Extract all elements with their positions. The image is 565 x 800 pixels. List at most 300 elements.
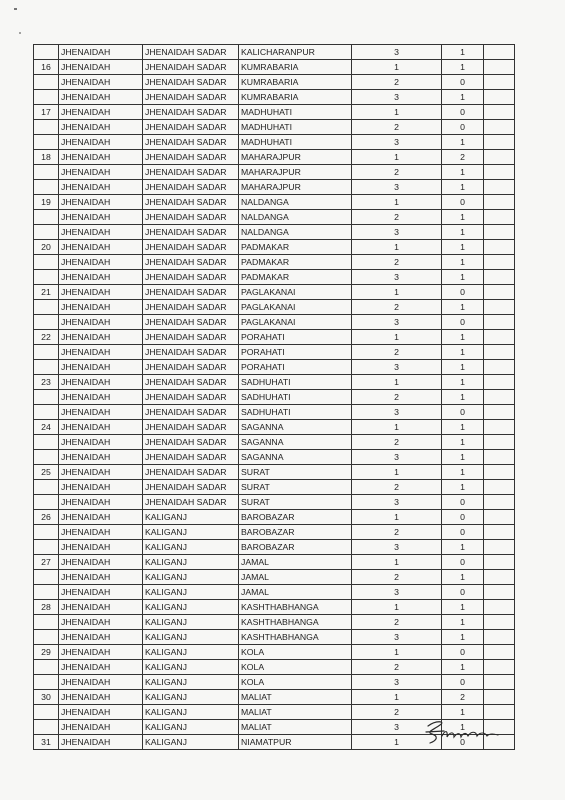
serial-number-cell (34, 180, 59, 195)
district-cell: JHENAIDAH (59, 315, 143, 330)
table-row (34, 105, 515, 120)
upazila-cell: KALIGANJ (143, 540, 239, 555)
upazila-cell: KALIGANJ (143, 570, 239, 585)
union-cell: PORAHATI (239, 345, 352, 360)
union-cell: MALIAT (239, 705, 352, 720)
table-row (34, 375, 515, 390)
remark-cell (484, 675, 515, 690)
table-row (34, 570, 515, 585)
district-cell: JHENAIDAH (59, 405, 143, 420)
table-row (34, 495, 515, 510)
district-cell: JHENAIDAH (59, 285, 143, 300)
serial-number-cell: 26 (34, 510, 59, 525)
ward-cell: 2 (352, 75, 442, 90)
remark-cell (484, 225, 515, 240)
district-cell: JHENAIDAH (59, 615, 143, 630)
remark-cell (484, 660, 515, 675)
table-row (34, 330, 515, 345)
upazila-cell: JHENAIDAH SADAR (143, 270, 239, 285)
remark-cell (484, 255, 515, 270)
ward-cell: 3 (352, 585, 442, 600)
value-cell: 0 (442, 105, 484, 120)
table-body (34, 45, 515, 750)
remark-cell (484, 240, 515, 255)
upazila-cell: JHENAIDAH SADAR (143, 45, 239, 60)
upazila-cell: KALIGANJ (143, 615, 239, 630)
upazila-cell: JHENAIDAH SADAR (143, 195, 239, 210)
table-row (34, 615, 515, 630)
serial-number-cell: 27 (34, 555, 59, 570)
ward-cell: 1 (352, 375, 442, 390)
district-cell: JHENAIDAH (59, 570, 143, 585)
union-cell: PADMAKAR (239, 240, 352, 255)
union-cell: MALIAT (239, 690, 352, 705)
ward-cell: 3 (352, 45, 442, 60)
union-cell: SURAT (239, 465, 352, 480)
ward-cell: 1 (352, 240, 442, 255)
district-cell: JHENAIDAH (59, 630, 143, 645)
union-cell: PADMAKAR (239, 270, 352, 285)
value-cell: 1 (442, 600, 484, 615)
union-cell: NALDANGA (239, 195, 352, 210)
union-cell: SURAT (239, 495, 352, 510)
remark-cell (484, 105, 515, 120)
union-cell: KOLA (239, 675, 352, 690)
table-row (34, 585, 515, 600)
union-cell: KASHTHABHANGA (239, 600, 352, 615)
union-cell: KUMRABARIA (239, 75, 352, 90)
table-row (34, 540, 515, 555)
value-cell: 0 (442, 495, 484, 510)
union-cell: BAROBAZAR (239, 510, 352, 525)
ward-cell: 2 (352, 705, 442, 720)
table-row (34, 165, 515, 180)
table-row (34, 600, 515, 615)
upazila-cell: JHENAIDAH SADAR (143, 150, 239, 165)
value-cell: 0 (442, 645, 484, 660)
serial-number-cell (34, 300, 59, 315)
remark-cell (484, 315, 515, 330)
upazila-cell: JHENAIDAH SADAR (143, 135, 239, 150)
value-cell: 1 (442, 300, 484, 315)
ward-cell: 3 (352, 495, 442, 510)
table-row (34, 255, 515, 270)
district-cell: JHENAIDAH (59, 90, 143, 105)
serial-number-cell: 31 (34, 735, 59, 750)
value-cell: 0 (442, 315, 484, 330)
ward-cell: 2 (352, 390, 442, 405)
remark-cell (484, 540, 515, 555)
upazila-cell: KALIGANJ (143, 690, 239, 705)
union-cell: KOLA (239, 645, 352, 660)
serial-number-cell (34, 435, 59, 450)
district-cell: JHENAIDAH (59, 495, 143, 510)
upazila-cell: KALIGANJ (143, 720, 239, 735)
remark-cell (484, 150, 515, 165)
district-cell: JHENAIDAH (59, 210, 143, 225)
ward-cell: 2 (352, 210, 442, 225)
union-cell: BAROBAZAR (239, 540, 352, 555)
remark-cell (484, 90, 515, 105)
union-cell: PADMAKAR (239, 255, 352, 270)
value-cell: 1 (442, 45, 484, 60)
remark-cell (484, 525, 515, 540)
serial-number-cell (34, 210, 59, 225)
serial-number-cell (34, 165, 59, 180)
serial-number-cell (34, 360, 59, 375)
ward-cell: 2 (352, 480, 442, 495)
value-cell: 1 (442, 720, 484, 735)
ward-cell: 3 (352, 450, 442, 465)
signature (420, 716, 502, 748)
value-cell: 0 (442, 675, 484, 690)
upazila-cell: JHENAIDAH SADAR (143, 165, 239, 180)
serial-number-cell: 28 (34, 600, 59, 615)
ward-cell: 3 (352, 540, 442, 555)
upazila-cell: KALIGANJ (143, 525, 239, 540)
upazila-cell: KALIGANJ (143, 645, 239, 660)
union-cell: MALIAT (239, 720, 352, 735)
district-cell: JHENAIDAH (59, 75, 143, 90)
table-row (34, 525, 515, 540)
remark-cell (484, 690, 515, 705)
ward-cell: 3 (352, 675, 442, 690)
table-row (34, 195, 515, 210)
ward-cell: 1 (352, 690, 442, 705)
remark-cell (484, 75, 515, 90)
district-cell: JHENAIDAH (59, 240, 143, 255)
union-cell: PORAHATI (239, 360, 352, 375)
ward-cell: 2 (352, 345, 442, 360)
table-row (34, 555, 515, 570)
value-cell: 1 (442, 480, 484, 495)
district-cell: JHENAIDAH (59, 300, 143, 315)
union-cell: MAHARAJPUR (239, 180, 352, 195)
table-row (34, 315, 515, 330)
union-cell: PAGLAKANAI (239, 300, 352, 315)
ward-cell: 3 (352, 315, 442, 330)
serial-number-cell (34, 495, 59, 510)
table-row (34, 300, 515, 315)
remark-cell (484, 60, 515, 75)
union-cell: MADHUHATI (239, 105, 352, 120)
union-cell: SADHUHATI (239, 405, 352, 420)
upazila-cell: JHENAIDAH SADAR (143, 390, 239, 405)
serial-number-cell: 19 (34, 195, 59, 210)
value-cell: 0 (442, 735, 484, 750)
value-cell: 0 (442, 525, 484, 540)
union-cell: KASHTHABHANGA (239, 630, 352, 645)
remark-cell (484, 345, 515, 360)
ward-cell: 2 (352, 570, 442, 585)
remark-cell (484, 135, 515, 150)
ward-cell: 2 (352, 615, 442, 630)
ward-cell: 2 (352, 300, 442, 315)
district-cell: JHENAIDAH (59, 705, 143, 720)
remark-cell (484, 555, 515, 570)
district-cell: JHENAIDAH (59, 165, 143, 180)
serial-number-cell (34, 480, 59, 495)
remark-cell (484, 615, 515, 630)
value-cell: 1 (442, 330, 484, 345)
table-row (34, 180, 515, 195)
value-cell: 1 (442, 360, 484, 375)
union-cell: SADHUHATI (239, 390, 352, 405)
value-cell: 2 (442, 690, 484, 705)
district-cell: JHENAIDAH (59, 735, 143, 750)
serial-number-cell: 16 (34, 60, 59, 75)
district-cell: JHENAIDAH (59, 195, 143, 210)
table-row (34, 510, 515, 525)
serial-number-cell (34, 345, 59, 360)
serial-number-cell (34, 135, 59, 150)
value-cell: 1 (442, 570, 484, 585)
district-cell: JHENAIDAH (59, 510, 143, 525)
remark-cell (484, 510, 515, 525)
serial-number-cell (34, 450, 59, 465)
union-cell: KOLA (239, 660, 352, 675)
remark-cell (484, 270, 515, 285)
ward-cell: 1 (352, 285, 442, 300)
table-row (34, 45, 515, 60)
ward-cell: 3 (352, 225, 442, 240)
district-cell: JHENAIDAH (59, 360, 143, 375)
table-row (34, 75, 515, 90)
value-cell: 1 (442, 390, 484, 405)
serial-number-cell (34, 570, 59, 585)
ward-cell: 1 (352, 645, 442, 660)
district-cell: JHENAIDAH (59, 435, 143, 450)
union-cell: KASHTHABHANGA (239, 615, 352, 630)
ward-cell: 2 (352, 255, 442, 270)
union-cell: PAGLAKANAI (239, 315, 352, 330)
remark-cell (484, 480, 515, 495)
union-cell: MADHUHATI (239, 120, 352, 135)
table-row (34, 90, 515, 105)
union-cell: JAMAL (239, 570, 352, 585)
upazila-cell: JHENAIDAH SADAR (143, 105, 239, 120)
serial-number-cell (34, 90, 59, 105)
scan-speck (19, 32, 21, 34)
upazila-cell: KALIGANJ (143, 555, 239, 570)
remark-cell (484, 600, 515, 615)
table-row (34, 270, 515, 285)
upazila-cell: JHENAIDAH SADAR (143, 420, 239, 435)
union-cell: NALDANGA (239, 225, 352, 240)
remark-cell (484, 450, 515, 465)
upazila-cell: KALIGANJ (143, 705, 239, 720)
remark-cell (484, 120, 515, 135)
upazila-cell: JHENAIDAH SADAR (143, 360, 239, 375)
ward-cell: 3 (352, 270, 442, 285)
remark-cell (484, 375, 515, 390)
ward-cell: 3 (352, 720, 442, 735)
serial-number-cell (34, 540, 59, 555)
table-row (34, 450, 515, 465)
district-cell: JHENAIDAH (59, 120, 143, 135)
table-row (34, 285, 515, 300)
district-cell: JHENAIDAH (59, 60, 143, 75)
serial-number-cell: 18 (34, 150, 59, 165)
serial-number-cell (34, 225, 59, 240)
upazila-cell: JHENAIDAH SADAR (143, 285, 239, 300)
value-cell: 1 (442, 210, 484, 225)
table-row (34, 135, 515, 150)
scan-speck (14, 8, 17, 10)
remark-cell (484, 645, 515, 660)
table-row (34, 240, 515, 255)
remark-cell (484, 45, 515, 60)
ward-cell: 1 (352, 510, 442, 525)
union-cell: SURAT (239, 480, 352, 495)
value-cell: 1 (442, 345, 484, 360)
upazila-cell: JHENAIDAH SADAR (143, 435, 239, 450)
table-row (34, 645, 515, 660)
value-cell: 1 (442, 270, 484, 285)
value-cell: 1 (442, 615, 484, 630)
value-cell: 1 (442, 180, 484, 195)
remark-cell (484, 405, 515, 420)
value-cell: 1 (442, 705, 484, 720)
serial-number-cell (34, 585, 59, 600)
remark-cell (484, 390, 515, 405)
serial-number-cell (34, 675, 59, 690)
remark-cell (484, 420, 515, 435)
value-cell: 1 (442, 375, 484, 390)
ward-cell: 1 (352, 60, 442, 75)
ward-cell: 1 (352, 195, 442, 210)
value-cell: 1 (442, 240, 484, 255)
table-row (34, 690, 515, 705)
upazila-cell: JHENAIDAH SADAR (143, 225, 239, 240)
district-cell: JHENAIDAH (59, 540, 143, 555)
serial-number-cell (34, 630, 59, 645)
serial-number-cell: 17 (34, 105, 59, 120)
serial-number-cell (34, 390, 59, 405)
remark-cell (484, 330, 515, 345)
value-cell: 1 (442, 165, 484, 180)
remark-cell (484, 165, 515, 180)
upazila-cell: JHENAIDAH SADAR (143, 450, 239, 465)
district-cell: JHENAIDAH (59, 450, 143, 465)
union-cell: SAGANNA (239, 420, 352, 435)
serial-number-cell (34, 720, 59, 735)
serial-number-cell (34, 525, 59, 540)
ward-cell: 1 (352, 555, 442, 570)
district-cell: JHENAIDAH (59, 690, 143, 705)
district-cell: JHENAIDAH (59, 660, 143, 675)
upazila-cell: KALIGANJ (143, 585, 239, 600)
district-cell: JHENAIDAH (59, 645, 143, 660)
upazila-cell: KALIGANJ (143, 660, 239, 675)
union-cell: PORAHATI (239, 330, 352, 345)
remark-cell (484, 570, 515, 585)
ward-cell: 1 (352, 465, 442, 480)
district-cell: JHENAIDAH (59, 585, 143, 600)
union-cell: JAMAL (239, 585, 352, 600)
district-cell: JHENAIDAH (59, 555, 143, 570)
union-cell: KUMRABARIA (239, 90, 352, 105)
serial-number-cell: 24 (34, 420, 59, 435)
upazila-cell: JHENAIDAH SADAR (143, 465, 239, 480)
district-cell: JHENAIDAH (59, 675, 143, 690)
upazila-cell: JHENAIDAH SADAR (143, 375, 239, 390)
district-cell: JHENAIDAH (59, 255, 143, 270)
district-cell: JHENAIDAH (59, 390, 143, 405)
ward-cell: 2 (352, 525, 442, 540)
serial-number-cell (34, 120, 59, 135)
table-row (34, 465, 515, 480)
upazila-cell: JHENAIDAH SADAR (143, 120, 239, 135)
ward-cell: 1 (352, 600, 442, 615)
ward-cell: 2 (352, 660, 442, 675)
table-row (34, 405, 515, 420)
upazila-cell: JHENAIDAH SADAR (143, 495, 239, 510)
district-cell: JHENAIDAH (59, 720, 143, 735)
remark-cell (484, 195, 515, 210)
upazila-cell: KALIGANJ (143, 735, 239, 750)
serial-number-cell (34, 660, 59, 675)
upazila-cell: JHENAIDAH SADAR (143, 300, 239, 315)
upazila-cell: JHENAIDAH SADAR (143, 315, 239, 330)
district-cell: JHENAIDAH (59, 45, 143, 60)
table-row (34, 345, 515, 360)
remark-cell (484, 360, 515, 375)
upazila-cell: JHENAIDAH SADAR (143, 90, 239, 105)
ward-cell: 3 (352, 405, 442, 420)
serial-number-cell (34, 75, 59, 90)
ward-cell: 2 (352, 120, 442, 135)
value-cell: 1 (442, 90, 484, 105)
serial-number-cell: 21 (34, 285, 59, 300)
upazila-cell: JHENAIDAH SADAR (143, 480, 239, 495)
remark-cell (484, 585, 515, 600)
remark-cell (484, 210, 515, 225)
serial-number-cell: 22 (34, 330, 59, 345)
ward-cell: 3 (352, 360, 442, 375)
ward-cell: 3 (352, 135, 442, 150)
serial-number-cell (34, 405, 59, 420)
remark-cell (484, 180, 515, 195)
ward-cell: 3 (352, 630, 442, 645)
value-cell: 0 (442, 510, 484, 525)
serial-number-cell: 29 (34, 645, 59, 660)
remark-cell (484, 435, 515, 450)
remark-cell (484, 300, 515, 315)
district-cell: JHENAIDAH (59, 465, 143, 480)
upazila-cell: JHENAIDAH SADAR (143, 330, 239, 345)
union-cell: SAGANNA (239, 450, 352, 465)
union-cell: PAGLAKANAI (239, 285, 352, 300)
union-cell: BAROBAZAR (239, 525, 352, 540)
remark-cell (484, 285, 515, 300)
district-cell: JHENAIDAH (59, 180, 143, 195)
value-cell: 1 (442, 255, 484, 270)
value-cell: 1 (442, 450, 484, 465)
serial-number-cell (34, 255, 59, 270)
value-cell: 1 (442, 420, 484, 435)
union-cell: SADHUHATI (239, 375, 352, 390)
value-cell: 0 (442, 405, 484, 420)
serial-number-cell (34, 270, 59, 285)
upazila-cell: KALIGANJ (143, 630, 239, 645)
union-cell: NALDANGA (239, 210, 352, 225)
remark-cell (484, 630, 515, 645)
table-row (34, 150, 515, 165)
data-table (33, 44, 515, 750)
district-cell: JHENAIDAH (59, 150, 143, 165)
remark-cell (484, 495, 515, 510)
